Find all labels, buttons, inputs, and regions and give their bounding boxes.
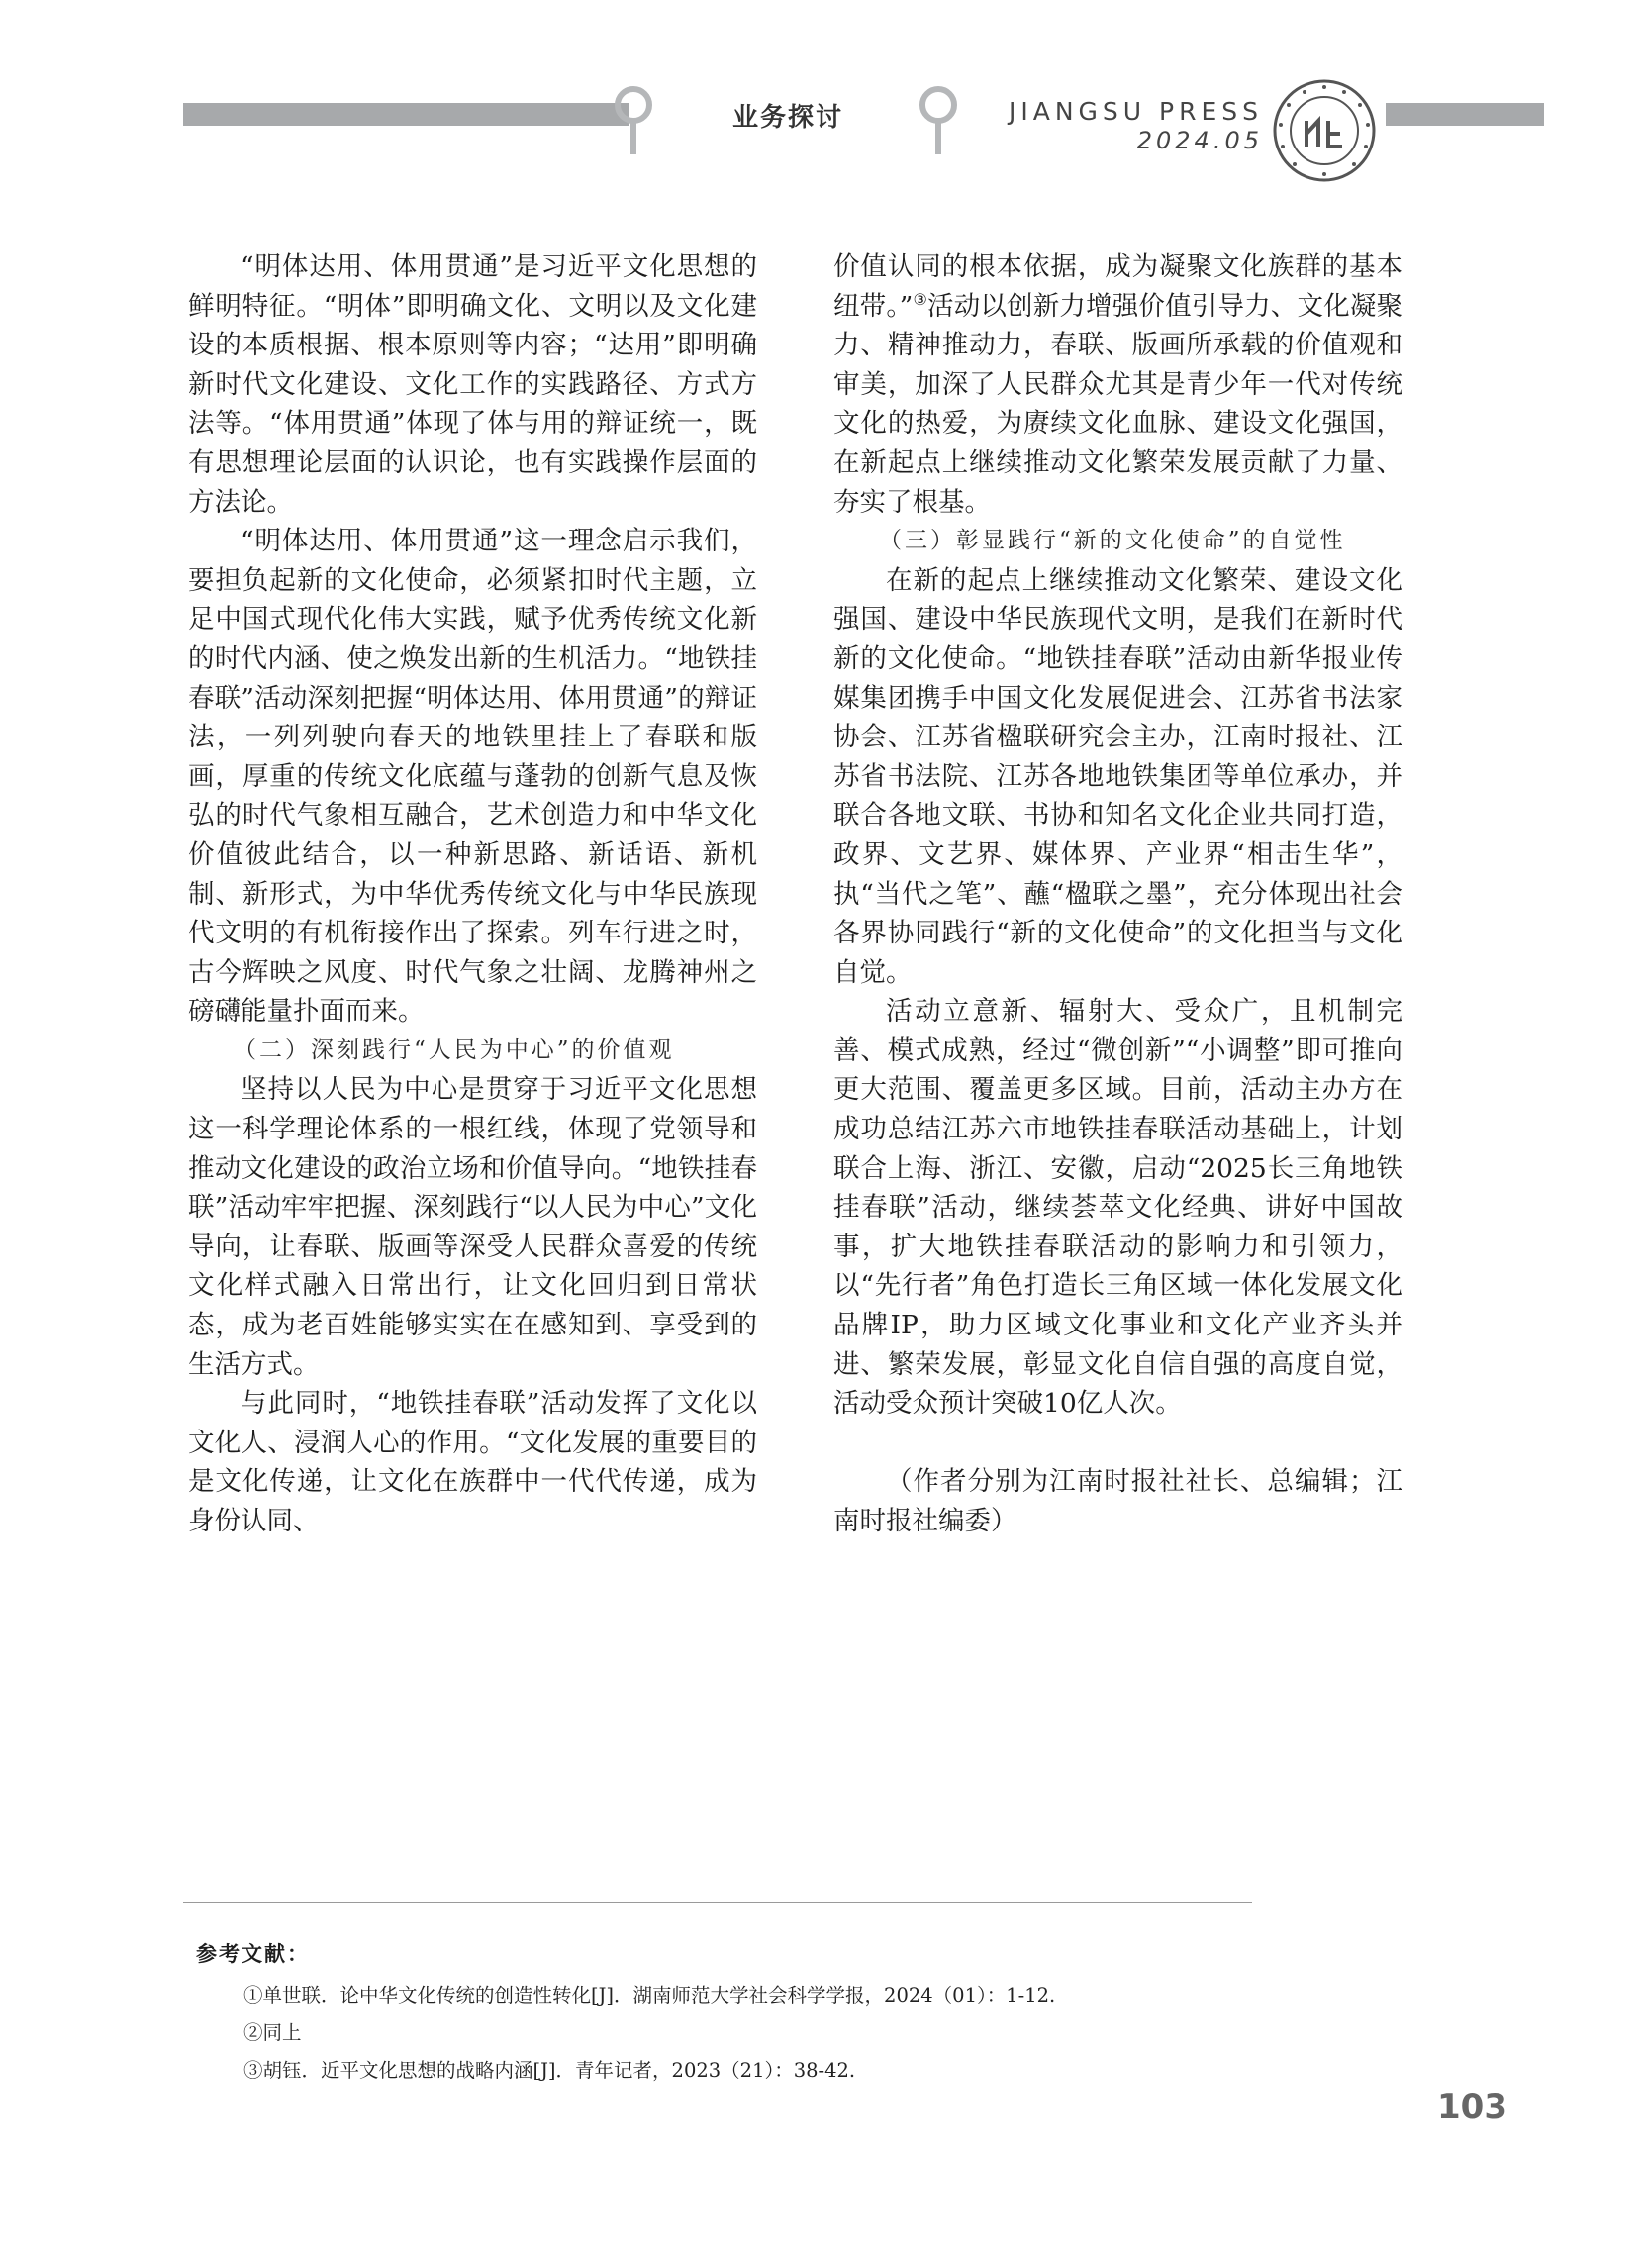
magazine-name: JIANGSU PRESS xyxy=(1008,97,1263,126)
quote-end-text: 价值认同的根本依据，成为凝聚文化族群的基本纽带。” xyxy=(833,251,1402,322)
page-number: 103 xyxy=(1437,2087,1507,2126)
location-pin-icon xyxy=(919,85,958,156)
paragraph-text: 活动以创新力增强价值引导力、文化凝聚力、精神推动力，春联、版画所承载的价值观和审美，加深了人民群众尤其是青少年一代对传统文化的热爱，为赓续文化血脉、建设文化强国，在新起点上继续推动文化繁荣发展贡献了力量、夯实了根基。 xyxy=(833,290,1403,518)
author-note: （作者分别为江南时报社社长、总编辑；江南时报社编委） xyxy=(833,1466,1402,1536)
paragraph: 在新的起点上继续推动文化繁荣、建设文化强国、建设中华民族现代文明，是我们在新时代新的文化使命。“地铁挂春联”活动由新华报业传媒集团携手中国文化发展促进会、江苏省书法家协会、江苏省楹联研究会主办，江南时报社、江苏省书法院、江苏各地地铁集团等单位承办，并联合各地文联、书协和知名文化企业共同打造，政界、文艺界、媒体界、产业界“相击生华”，执“当代之笔”、蘸“楹联之墨”，充分体现出社会各界协同践行“新的文化使命”的文化担当与文化自觉。 xyxy=(833,564,1402,988)
left-column xyxy=(188,247,757,1541)
header-bar-left xyxy=(183,103,629,126)
subheading: （二）深刻践行“人民为中心”的价值观 xyxy=(234,1036,675,1063)
magazine-seal-logo xyxy=(1271,77,1378,184)
paragraph: 坚持以人民为中心是贯穿于习近平文化思想这一科学理论体系的一根红线，体现了党领导和推动文化建设的政治立场和价值导向。“地铁挂春联”活动牢牢把握、深刻践行“以人民为中心”文化导向，让春联、版画等深受人民群众喜爱的传统文化样式融入日常出行，让文化回归到日常状态，成为老百姓能够实实在在感知到、享受到的生活方式。 xyxy=(188,1074,757,1380)
paragraph: 活动立意新、辐射大、受众广，且机制完善、模式成熟，经过“微创新”“小调整”即可推向更大范围、覆盖更多区域。目前，活动主办方在成功总结江苏六市地铁挂春联活动基础上，计划联合上海、浙江、安徽，启动“2025长三角地铁挂春联”活动，继续荟萃文化经典、讲好中国故事，扩大地铁挂春联活动的影响力和引领力，以“先行者”角色打造长三角区域一体化发展文化品牌IP，助力区域文化事业和文化产业齐头并进、繁荣发展，彰显文化自信自强的高度自觉，活动受众预计突破10亿人次。 xyxy=(833,996,1402,1420)
footnote-divider xyxy=(183,1902,1252,1903)
reference-item: ③胡钰．近平文化思想的战略内涵[J]．青年记者，2023（21）：38-42. xyxy=(243,2059,856,2082)
header-bar-right xyxy=(1386,103,1544,126)
references-title: 参考文献： xyxy=(196,1941,310,1966)
footnote-marker: ③ xyxy=(913,289,928,309)
paragraph: “明体达用、体用贯通”这一理念启示我们，要担负起新的文化使命，必须紧扣时代主题，立足中国式现代化伟大实践，赋予优秀传统文化新的时代内涵、使之焕发出新的生机活力。“地铁挂春联”活动深刻把握“明体达用、体用贯通”的辩证法，一列列驶向春天的地铁里挂上了春联和版画，厚重的传统文化底蕴与蓬勃的创新气息及恢弘的时代气象相互融合，艺术创造力和中华文化价值彼此结合，以一种新思路、新话语、新机制、新形式，为中华优秀传统文化与中华民族现代文明的有机衔接作出了探索。列车行进之时，古今辉映之风度、时代气象之壮阔、龙腾神州之磅礴能量扑面而来。 xyxy=(188,526,757,1028)
right-column xyxy=(833,247,1402,1541)
paragraph: 与此同时，“地铁挂春联”活动发挥了文化以文化人、浸润人心的作用。“文化发展的重要目的是文化传递，让文化在族群中一代代传递，成为身份认同、 xyxy=(188,1388,757,1536)
paragraph-continued xyxy=(833,247,1402,522)
location-pin-icon xyxy=(614,85,653,156)
paragraph: “明体达用、体用贯通”是习近平文化思想的鲜明特征。“明体”即明确文化、文明以及文化建设的本质根据、根本原则等内容；“达用”即明确新时代文化建设、文化工作的实践路径、方式方法等。“体用贯通”体现了体与用的辩证统一，既有思想理论层面的认识论，也有实践操作层面的方法论。 xyxy=(188,251,757,518)
section-title: 业务探讨 xyxy=(732,103,844,133)
magazine-issue: 2024.05 xyxy=(1136,127,1263,154)
reference-item: ①单世联．论中华文化传统的创造性转化[J]．湖南师范大学社会科学学报，2024（01）：1-12. xyxy=(243,1984,1056,2007)
subheading: （三）彰显践行“新的文化使命”的自觉性 xyxy=(879,528,1346,554)
reference-item: ②同上 xyxy=(243,2021,302,2044)
